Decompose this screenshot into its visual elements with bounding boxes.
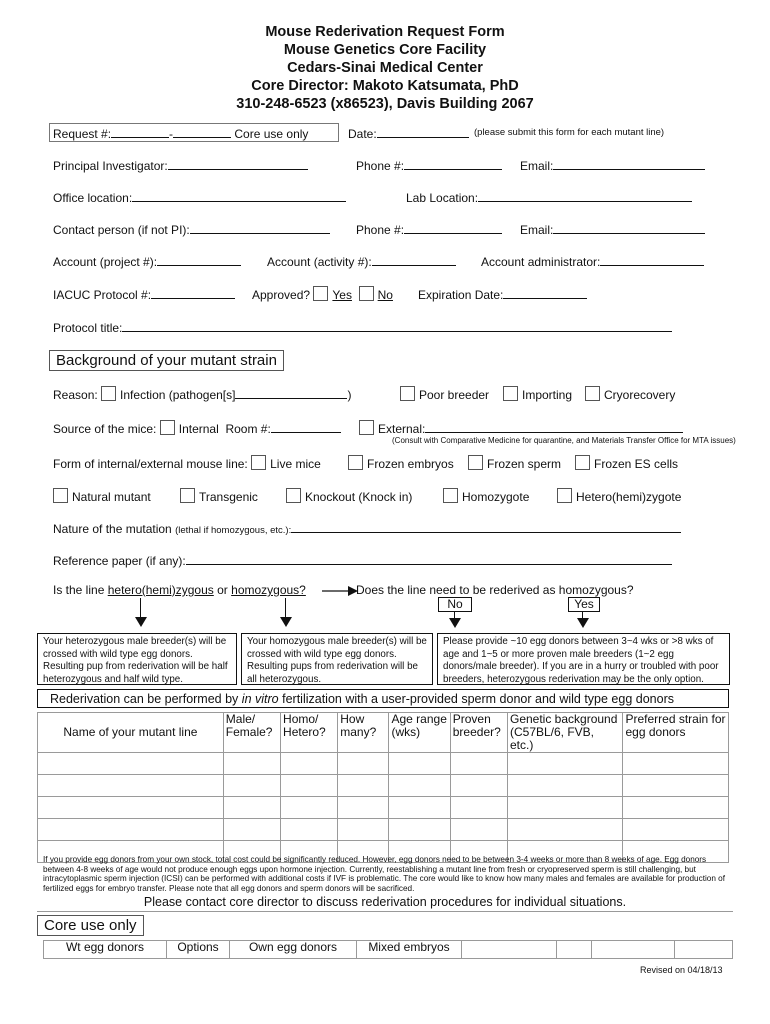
background-section-title: Background of your mutant strain (49, 350, 284, 371)
ivf-suffix: fertilization with a user-provided sperm donor and wild type egg donors (282, 692, 674, 706)
arrow-down-icon (135, 617, 147, 627)
external-label: External: (378, 422, 426, 436)
hetero-info-box: Your heterozygous male breeder(s) will be crossed with wild type egg donors. Resulting pup from rederivation will be half heterozygous and half wild type. (37, 633, 237, 685)
cryorecovery-checkbox[interactable] (585, 386, 600, 401)
arrow-down-icon (577, 618, 589, 628)
infection-close-paren: ) (347, 388, 352, 402)
table-cell[interactable] (507, 797, 623, 819)
live-mice-checkbox[interactable] (251, 455, 266, 470)
email-field[interactable] (520, 157, 705, 173)
table-cell[interactable] (507, 775, 623, 797)
contact-email-field[interactable] (520, 221, 705, 237)
approved-group (252, 286, 393, 302)
table-cell[interactable] (223, 775, 280, 797)
cryorecovery-label: Cryorecovery (604, 388, 676, 402)
zygosity-question (53, 583, 306, 597)
natural-mutant-checkbox[interactable] (53, 488, 68, 503)
table-cell[interactable] (223, 753, 280, 775)
date-input[interactable] (377, 125, 469, 138)
arrow-down-icon (449, 618, 461, 628)
core-cell-blank[interactable] (675, 941, 733, 959)
internal-label: Internal (178, 422, 219, 436)
date-field[interactable] (348, 125, 469, 141)
core-facility-name: Mouse Genetics Core Facility (283, 42, 487, 58)
table-cell[interactable] (623, 819, 729, 841)
live-mice-label: Live mice (270, 457, 321, 471)
header-preferred: Preferred strain for egg donors (623, 713, 729, 753)
contact-person-field[interactable] (53, 221, 330, 237)
source-label: Source of the mice: (53, 422, 157, 436)
table-row[interactable] (38, 797, 729, 819)
q-hetero: hetero(hemi)zygous (107, 583, 214, 597)
account-admin-input[interactable] (600, 253, 704, 266)
ivf-text (50, 692, 674, 706)
ivf-prefix: Rederivation can be performed by (50, 692, 239, 706)
table-cell[interactable] (389, 753, 450, 775)
external-option[interactable] (359, 420, 683, 436)
contact-person-input[interactable] (190, 221, 330, 234)
account-project-field[interactable] (53, 253, 241, 269)
table-cell[interactable] (338, 753, 389, 775)
table-cell[interactable] (389, 775, 450, 797)
request-number-field[interactable] (53, 125, 308, 141)
table-cell[interactable] (38, 797, 224, 819)
protocol-title-field[interactable] (53, 319, 672, 335)
room-label: Room #: (225, 422, 271, 436)
form-row (53, 455, 321, 471)
table-cell[interactable] (338, 819, 389, 841)
ivf-banner (37, 689, 729, 708)
header-background: Genetic background (C57BL/6, FVB, etc.) (507, 713, 623, 753)
rederive-question: Does the line need to be rederived as homozygous? (356, 583, 634, 597)
office-label: Office location: (53, 191, 133, 205)
table-cell[interactable] (450, 797, 507, 819)
table-cell[interactable] (450, 775, 507, 797)
transgenic-label: Transgenic (199, 490, 258, 504)
natural-mutant-option[interactable] (53, 488, 151, 504)
submit-note: (please submit this form for each mutant line) (474, 127, 665, 138)
table-cell[interactable] (338, 797, 389, 819)
iacuc-input[interactable] (151, 286, 235, 299)
reason-label: Reason: (53, 388, 98, 402)
arrow-down-homo-line (285, 598, 286, 618)
header-proven: Proven breeder? (450, 713, 507, 753)
core-cell-blank[interactable] (557, 941, 592, 959)
phone-field[interactable] (356, 157, 502, 173)
protocol-title-input[interactable] (122, 319, 672, 332)
reference-input[interactable] (186, 552, 672, 565)
frozen-sperm-option[interactable] (468, 455, 561, 471)
table-cell[interactable] (223, 797, 280, 819)
room-input[interactable] (271, 420, 341, 433)
homo-info-box: Your homozygous male breeder(s) will be crossed with wild type egg donors. Resulting pups from rederivation will be all heterozygous. (241, 633, 433, 685)
request-number-label: Request #: (53, 127, 112, 141)
right-arrow-icon (320, 584, 360, 598)
homozygote-option[interactable] (443, 488, 529, 504)
internal-checkbox[interactable] (160, 420, 175, 435)
knockout-option[interactable] (286, 488, 412, 504)
table-cell[interactable] (450, 819, 507, 841)
account-activity-label: Account (activity #): (267, 255, 372, 269)
approved-label: Approved? (252, 288, 311, 302)
transgenic-option[interactable] (180, 488, 258, 504)
reference-field[interactable] (53, 552, 672, 568)
expiration-input[interactable] (503, 286, 587, 299)
table-cell[interactable] (281, 797, 338, 819)
core-cell-blank[interactable] (592, 941, 675, 959)
table-cell[interactable] (281, 753, 338, 775)
table-row[interactable] (38, 753, 729, 775)
lab-field[interactable] (406, 189, 692, 205)
q-homo: homozygous? (231, 583, 306, 597)
table-cell[interactable] (38, 753, 224, 775)
expiration-field[interactable] (418, 286, 587, 302)
importing-label: Importing (522, 388, 573, 402)
table-header-row (38, 713, 729, 753)
header-count: How many? (338, 713, 389, 753)
nature-label: Nature of the mutation (53, 522, 172, 536)
consult-note: (Consult with Comparative Medicine for quarantine, and Materials Transfer Office for MTA issues) (392, 436, 736, 445)
mutant-line-table (37, 712, 729, 863)
answer-no-box[interactable]: No (438, 597, 472, 612)
table-row[interactable] (38, 819, 729, 841)
donors-info-box: Please provide ~10 egg donors between 3~4 wks or >8 wks of age and 1~5 or more proven male breeders (1~2 egg donors/male breeder). If you are in a hurry or troubled with poor breeders, heterozygous rederivation may be the only option. (437, 633, 730, 685)
frozen-sperm-label: Frozen sperm (487, 457, 562, 471)
account-admin-label: Account administrator: (481, 255, 601, 269)
protocol-title-label: Protocol title: (53, 321, 123, 335)
core-use-section-title: Core use only (37, 915, 144, 936)
frozen-es-checkbox[interactable] (575, 455, 590, 470)
frozen-embryos-label: Frozen embryos (367, 457, 454, 471)
answer-yes-box[interactable]: Yes (568, 597, 600, 612)
arrow-down-icon (280, 617, 292, 627)
heterozygote-option[interactable] (557, 488, 681, 504)
request-dash: - (169, 127, 174, 141)
table-cell[interactable] (338, 775, 389, 797)
table-cell[interactable] (507, 819, 623, 841)
contact-email-label: Email: (520, 223, 554, 237)
account-project-label: Account (project #): (53, 255, 158, 269)
revised-date: Revised on 04/18/13 (640, 965, 723, 975)
heterozygote-checkbox[interactable] (557, 488, 572, 503)
email-input[interactable] (553, 157, 705, 170)
account-project-input[interactable] (157, 253, 241, 266)
table-row[interactable] (38, 775, 729, 797)
poor-breeder-label: Poor breeder (419, 388, 490, 402)
core-use-only-label: Core use only (234, 127, 309, 141)
nature-input[interactable] (291, 520, 681, 533)
office-field[interactable] (53, 189, 346, 205)
table-cell[interactable] (623, 797, 729, 819)
poor-breeder-option[interactable] (400, 386, 489, 402)
source-row (53, 420, 341, 436)
nature-field[interactable] (53, 520, 681, 536)
lab-label: Lab Location: (406, 191, 479, 205)
homozygote-label: Homozygote (462, 490, 530, 504)
contact-phone-label: Phone #: (356, 223, 405, 237)
request-number-input-a[interactable] (111, 125, 169, 138)
form-label: Form of internal/external mouse line: (53, 457, 248, 471)
lab-input[interactable] (478, 189, 692, 202)
core-director: Core Director: Makoto Katsumata, PhD (251, 78, 519, 94)
approved-yes-label: Yes (332, 288, 352, 302)
pi-field[interactable] (53, 157, 308, 173)
pi-input[interactable] (168, 157, 308, 170)
reference-label: Reference paper (if any): (53, 554, 186, 568)
institution-name: Cedars-Sinai Medical Center (287, 60, 483, 76)
account-activity-field[interactable] (267, 253, 456, 269)
phone-input[interactable] (404, 157, 502, 170)
header-age: Age range (wks) (389, 713, 450, 753)
frozen-embryos-option[interactable] (348, 455, 454, 471)
footnote: If you provide egg donors from your own stock, total cost could be significantly reduced. However, egg donors need to be between 3-4 weeks or more than 8 weeks of age. Egg donors between 4-8 weeks of age would not produce enough eggs upon hormone injection. Currently, reestablishing a mutant line from fresh or cryopreserved sperm is still challenging, but intracytoplasmic sperm injection (ICSI) can be performed with additional costs if IVF is problematic. The core would like to know how many males and females are available for production of fertilized eggs for embryo transfer. Please note that all egg donors and sperm donors will be sacrificed. (43, 855, 725, 893)
nature-small-label: (lethal if homozygous, etc.): (175, 525, 292, 536)
form-title: Mouse Rederivation Request Form (265, 24, 505, 40)
table-cell[interactable] (38, 819, 224, 841)
pathogen-input[interactable] (235, 386, 347, 399)
importing-checkbox[interactable] (503, 386, 518, 401)
date-label: Date: (348, 127, 377, 141)
table-cell[interactable] (389, 819, 450, 841)
account-activity-input[interactable] (372, 253, 456, 266)
infection-label: Infection (pathogen[s] (120, 388, 236, 402)
frozen-sperm-checkbox[interactable] (468, 455, 483, 470)
expiration-label: Expiration Date: (418, 288, 504, 302)
contact-email-input[interactable] (553, 221, 705, 234)
core-cell-blank[interactable] (462, 941, 557, 959)
header-zygosity: Homo/ Hetero? (281, 713, 338, 753)
table-cell[interactable] (38, 775, 224, 797)
table-cell[interactable] (623, 753, 729, 775)
office-input[interactable] (132, 189, 346, 202)
table-cell[interactable] (223, 819, 280, 841)
iacuc-label: IACUC Protocol #: (53, 288, 152, 302)
core-use-table (43, 940, 733, 959)
contact-person-label: Contact person (if not PI): (53, 223, 190, 237)
frozen-embryos-checkbox[interactable] (348, 455, 363, 470)
divider (37, 911, 733, 912)
request-number-input-b[interactable] (173, 125, 231, 138)
core-cell-mixed-embryos: Mixed embryos (357, 941, 462, 959)
reason-row (53, 386, 351, 402)
ivf-italic: in vitro (241, 692, 279, 706)
knockout-label: Knockout (Knock in) (305, 490, 413, 504)
external-checkbox[interactable] (359, 420, 374, 435)
importing-option[interactable] (503, 386, 572, 402)
table-cell[interactable] (281, 819, 338, 841)
pi-label: Principal Investigator: (53, 159, 168, 173)
table-cell[interactable] (623, 775, 729, 797)
iacuc-field[interactable] (53, 286, 235, 302)
table-cell[interactable] (450, 753, 507, 775)
poor-breeder-checkbox[interactable] (400, 386, 415, 401)
core-cell-own-egg-donors: Own egg donors (230, 941, 357, 959)
frozen-es-option[interactable] (575, 455, 678, 471)
approved-no-label: No (377, 288, 393, 302)
infection-checkbox[interactable] (101, 386, 116, 401)
table-cell[interactable] (389, 797, 450, 819)
contact-director-note: Please contact core director to discuss rederivation procedures for individual situations. (143, 895, 627, 909)
transgenic-checkbox[interactable] (180, 488, 195, 503)
natural-mutant-label: Natural mutant (72, 490, 151, 504)
external-input[interactable] (425, 420, 683, 433)
approved-no-checkbox[interactable] (359, 286, 374, 301)
contact-phone-input[interactable] (404, 221, 502, 234)
header-line-name: Name of your mutant line (38, 713, 224, 753)
contact-phone-location: 310-248-6523 (x86523), Davis Building 2067 (236, 96, 534, 112)
table-cell[interactable] (281, 775, 338, 797)
email-label: Email: (520, 159, 554, 173)
q-prefix: Is the line (53, 583, 105, 597)
q-or: or (217, 583, 228, 597)
core-cell-wt-egg-donors: Wt egg donors (44, 941, 167, 959)
arrow-down-hetero-line (140, 598, 141, 618)
homozygote-checkbox[interactable] (443, 488, 458, 503)
knockout-checkbox[interactable] (286, 488, 301, 503)
phone-label: Phone #: (356, 159, 405, 173)
contact-phone-field[interactable] (356, 221, 502, 237)
table-cell[interactable] (507, 753, 623, 775)
heterozygote-label: Hetero(hemi)zygote (576, 490, 682, 504)
header-sex: Male/ Female? (223, 713, 280, 753)
approved-yes-checkbox[interactable] (313, 286, 328, 301)
cryorecovery-option[interactable] (585, 386, 675, 402)
frozen-es-label: Frozen ES cells (594, 457, 679, 471)
core-cell-options: Options (167, 941, 230, 959)
account-admin-field[interactable] (481, 253, 704, 269)
